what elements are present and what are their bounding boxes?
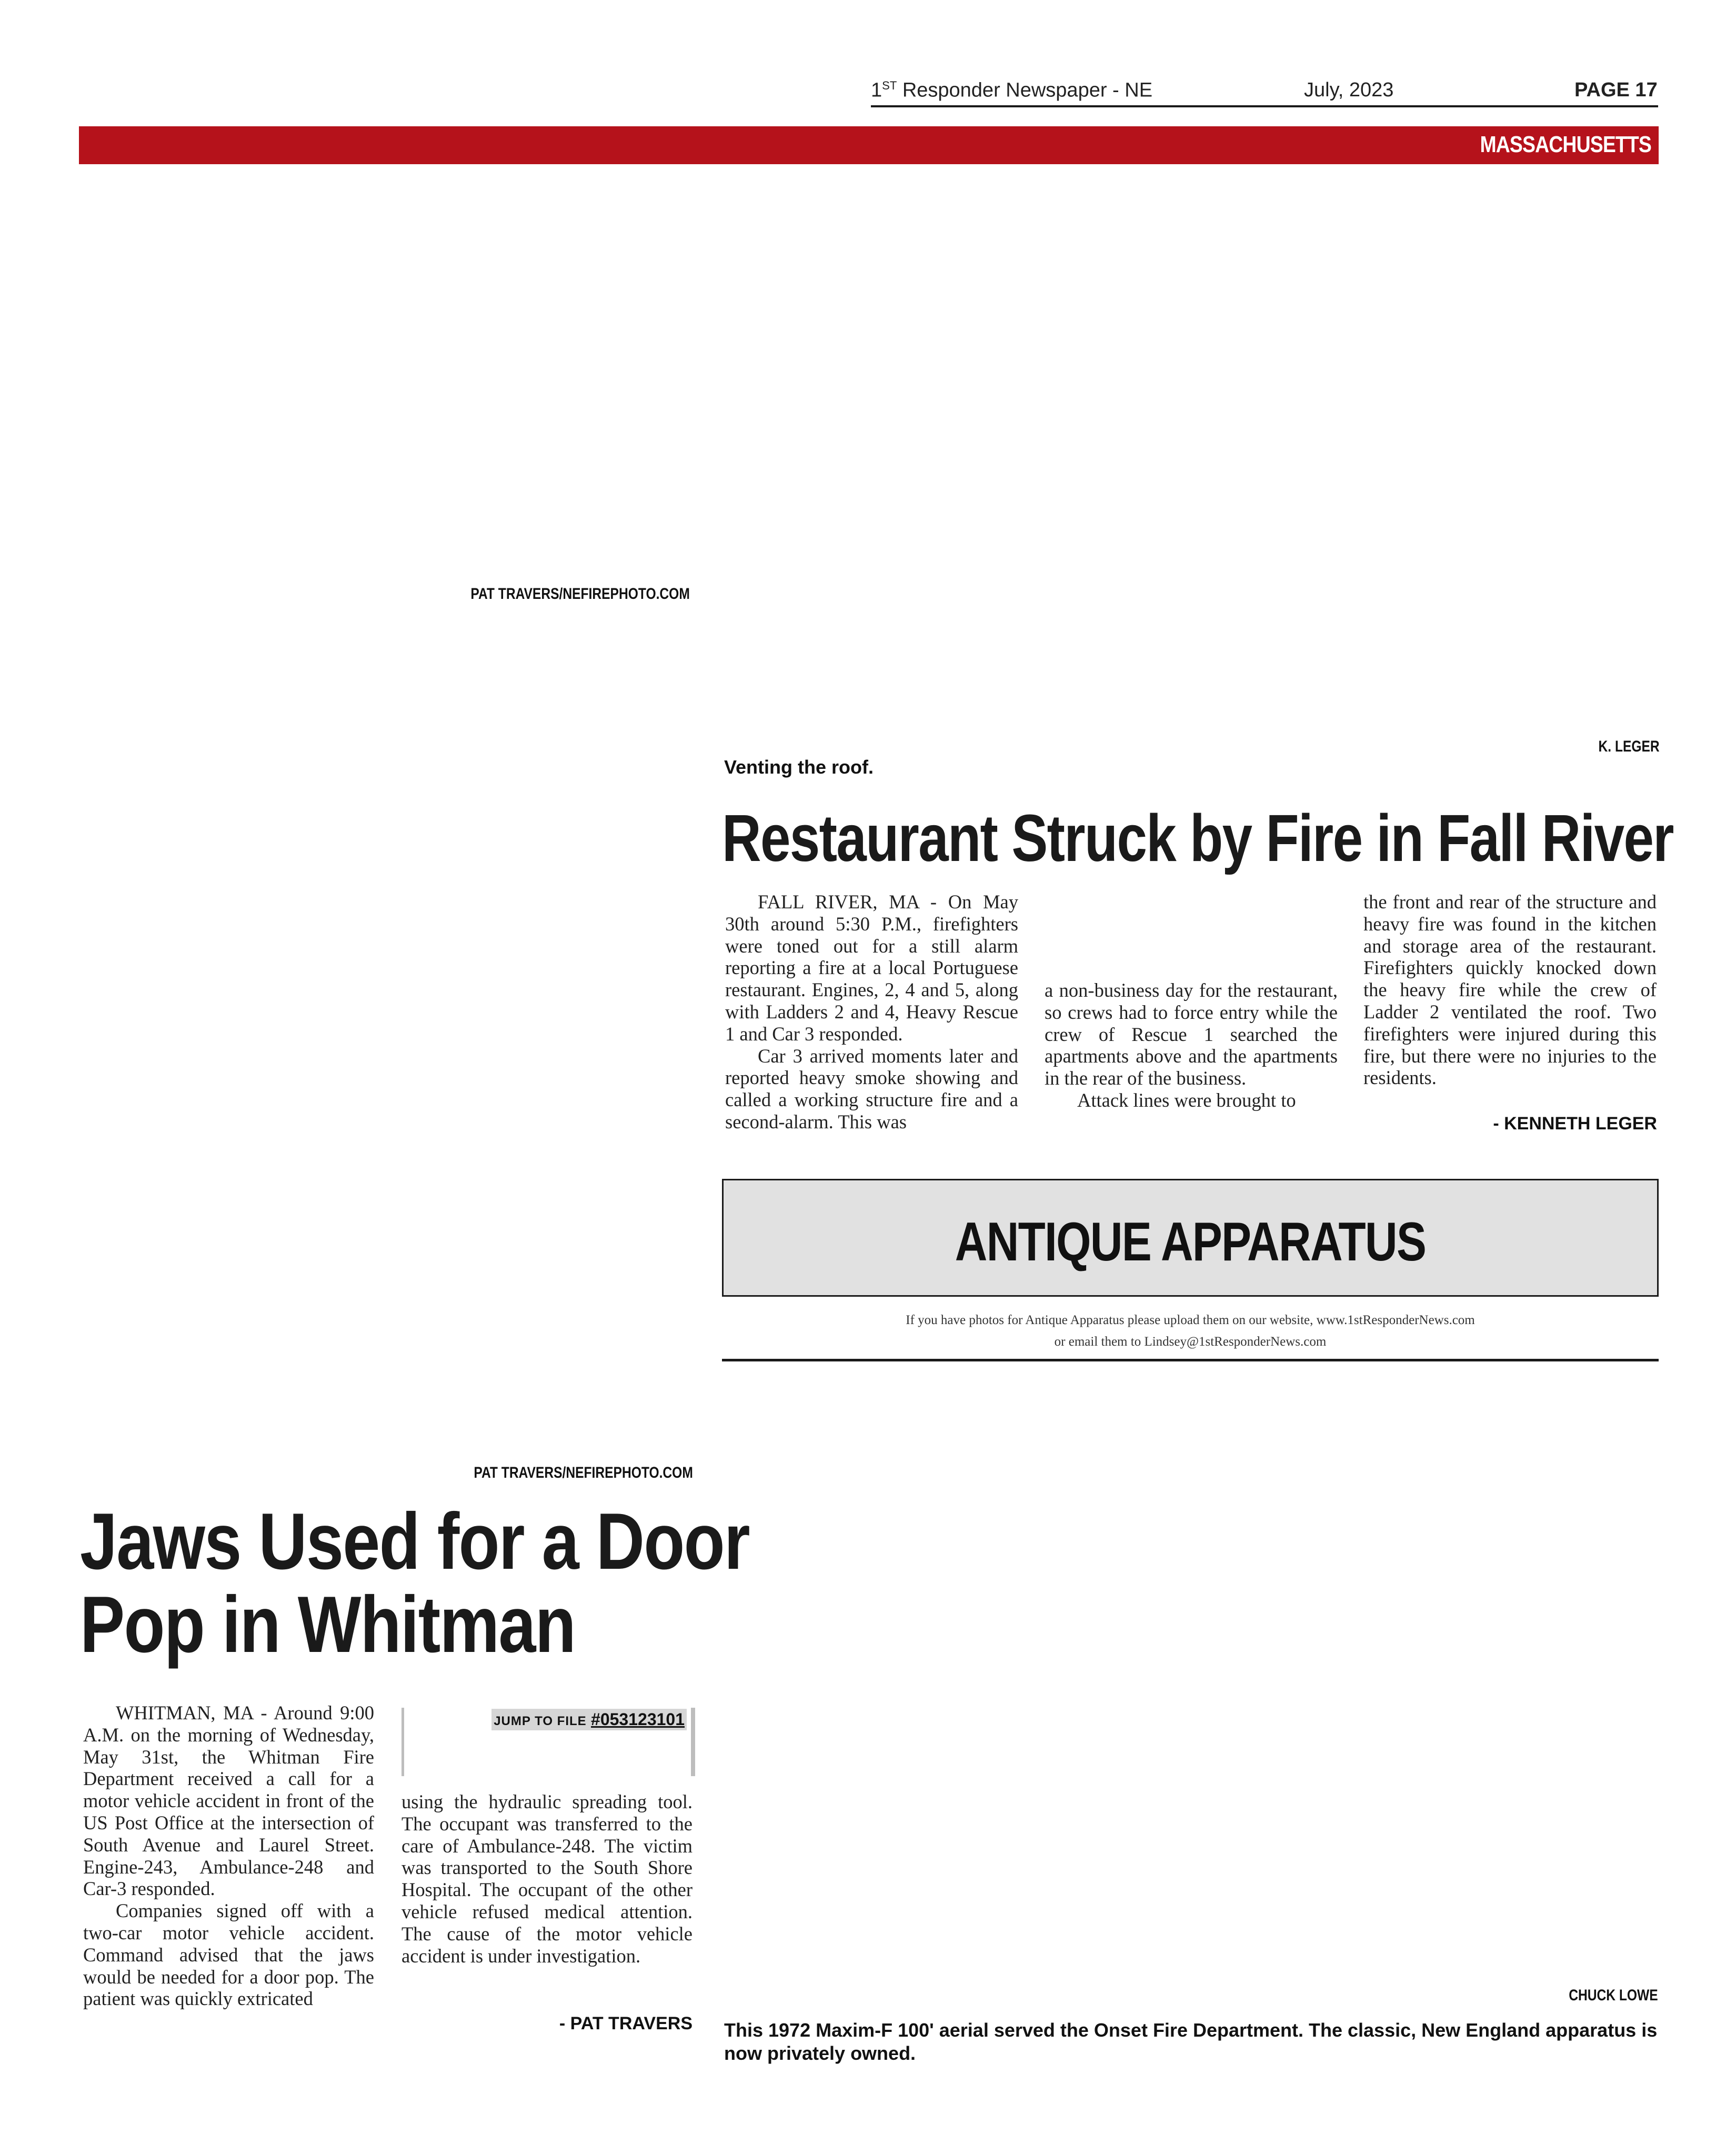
jump-to-file-link[interactable] — [491, 1709, 687, 1730]
photo-credit-fall-river-right: K. LEGER — [1598, 738, 1660, 755]
headline-whitman — [80, 1497, 749, 1669]
photo-caption-fall-river: Venting the roof. — [724, 756, 874, 778]
headline-whitman-line-2: Pop in Whitman — [80, 1580, 576, 1669]
byline-fall-river: - KENNETH LEGER — [1493, 1114, 1657, 1134]
page-number: PAGE 17 — [1574, 79, 1658, 101]
photo-caption-antique: This 1972 Maxim-F 100' aerial served the Onset Fire Department. The classic, New England apparatus is now privately owned. — [724, 2019, 1658, 2064]
paragraph: the front and rear of the structure and heavy fire was found in the kitchen and storage area of the restaurant. Firefighters quickly knocked down the heavy fire while the crew of Ladder 2 ventilated the roof. Two firefighters were injured during this fire, but there were no injuries to the residents. — [1363, 891, 1657, 1089]
headline-fall-river: Restaurant Struck by Fire in Fall River — [722, 801, 1673, 875]
article-column-whitman-2 — [402, 1791, 693, 1967]
photo-credit-fall-river-left: PAT TRAVERS/NEFIREPHOTO.COM — [470, 585, 690, 603]
jump-to-file-box — [402, 1708, 695, 1776]
paragraph: using the hydraulic spreading tool. The occupant was transferred to the care of Ambulance-248. The victim was transported to the South Shore Hospital. The occupant of the other vehicle refused medical attention. The cause of the motor vehicle accident is under investigation. — [402, 1791, 693, 1967]
antique-note-line-2: or email them to Lindsey@1stResponderNews.com — [1054, 1335, 1327, 1349]
headline-whitman-line-1: Jaws Used for a Door — [80, 1497, 749, 1586]
publication-name — [871, 79, 1152, 102]
publication-superscript: ST — [882, 79, 897, 92]
header-rule — [871, 105, 1658, 107]
article-column-fall-river-1 — [725, 891, 1018, 1133]
photo-credit-whitman: PAT TRAVERS/NEFIREPHOTO.COM — [474, 1464, 693, 1481]
paragraph: WHITMAN, MA - Around 9:00 A.M. on the morning of Wednesday, May 31st, the Whitman Fire Department received a call for a motor vehicle accident in front of the US Post Office at the intersection of South Avenue and Laurel Street. Engine-243, Ambulance-248 and Car-3 responded. — [83, 1702, 374, 1900]
antique-apparatus-title: ANTIQUE APPARATUS — [955, 1211, 1426, 1273]
article-column-whitman-1 — [83, 1702, 374, 2010]
section-banner — [79, 126, 1659, 164]
byline-whitman: - PAT TRAVERS — [559, 2013, 693, 2033]
antique-rule — [722, 1359, 1659, 1361]
publication-rest: Responder Newspaper - NE — [897, 79, 1153, 102]
antique-apparatus-banner — [722, 1179, 1659, 1297]
paragraph: FALL RIVER, MA - On May 30th around 5:30 P.M., firefighters were toned out for a still alarm reporting a fire at a local Portuguese restaurant. Engines, 2, 4 and 5, along with Ladders 2 and 4, Heavy Rescue 1 and Car 3 responded. — [725, 891, 1018, 1045]
paragraph: Attack lines were brought to — [1077, 1089, 1296, 1111]
paragraph: Car 3 arrived moments later and reported heavy smoke showing and called a working structure fire and a second-alarm. This was — [725, 1045, 1018, 1133]
paragraph: Companies signed off with a two-car motor vehicle accident. Command advised that the jaws would be needed for a door pop. The patient was quickly extricated — [83, 1900, 374, 2010]
article-column-fall-river-3 — [1363, 891, 1657, 1089]
paragraph: a non-business day for the restaurant, so crews had to force entry while the crew of Rescue 1 searched the apartments above and the apartments in the rear of the business. — [1045, 979, 1338, 1089]
jump-to-file-label: JUMP TO FILE — [494, 1714, 587, 1728]
section-label: MASSACHUSETTS — [1480, 132, 1651, 157]
publication-prefix: 1 — [871, 79, 882, 102]
issue-date: July, 2023 — [1304, 79, 1394, 101]
article-column-fall-river-2 — [1045, 979, 1338, 1111]
antique-note-line-1: If you have photos for Antique Apparatus please upload them on our website, www.1stResponderNews.com — [906, 1313, 1475, 1327]
jump-to-file-number: #053123101 — [591, 1710, 685, 1729]
photo-credit-antique: CHUCK LOWE — [1569, 1987, 1658, 2004]
